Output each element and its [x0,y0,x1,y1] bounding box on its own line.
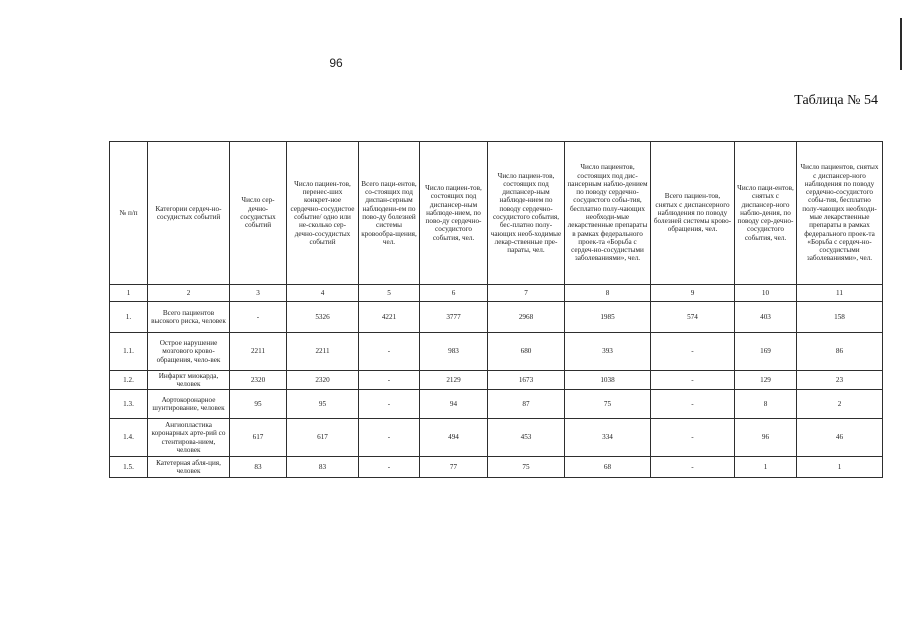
row-category: Аортокоронарное шунтирование, человек [148,390,230,419]
table-cell: 3777 [420,302,488,333]
table-cell: 75 [488,457,565,478]
column-number: 2 [148,285,230,302]
table-row [110,419,883,457]
table-cell: 2129 [420,371,488,390]
header-cell-events: Число сер-дечно-сосудистых событий [230,142,287,285]
statistics-table [109,141,883,478]
table-cell: 2211 [287,333,359,371]
table-cell: 1 [735,457,797,478]
column-number: 8 [565,285,651,302]
table-cell: 83 [287,457,359,478]
row-number: 1.3. [110,390,148,419]
table-cell: 129 [735,371,797,390]
table-cell: - [651,390,735,419]
header-cell-total-dispensary-patients: Всего паци-ентов, со-стоящих под диспан-серным наблюдени-ем по пово-ду болезней системы кровообра-щения, чел. [359,142,420,285]
header-cell-number: № п/п [110,142,148,285]
table-cell: 2320 [230,371,287,390]
header-cell-free-drugs-patients: Число пациен-тов, состоящих под диспансер-ным наблюде-нием по поводу сердечно-сосудистого события, бес-платно полу-чающих необ-ходимые лекар-ственные пре-параты, чел. [488,142,565,285]
table-cell: 403 [735,302,797,333]
table-cell: - [651,333,735,371]
column-number: 7 [488,285,565,302]
table-cell: 334 [565,419,651,457]
table-cell: 1673 [488,371,565,390]
table-cell: 1 [797,457,883,478]
table-cell: 2 [797,390,883,419]
table-cell: 83 [230,457,287,478]
table-cell: 983 [420,333,488,371]
page-number: 96 [329,56,343,70]
table-cell: 8 [735,390,797,419]
scan-edge-mark [900,18,902,70]
row-number: 1.4. [110,419,148,457]
table-cell: 95 [287,390,359,419]
table-cell: 2211 [230,333,287,371]
table-cell: 158 [797,302,883,333]
table-cell: 393 [565,333,651,371]
column-number: 9 [651,285,735,302]
table-cell: 1038 [565,371,651,390]
table-row [110,302,883,333]
table-cell: 680 [488,333,565,371]
table-row [110,371,883,390]
row-category: Ангиопластика коронарных арте-рий со стентирова-нием, человек [148,419,230,457]
column-number: 6 [420,285,488,302]
row-number: 1.2. [110,371,148,390]
header-cell-federal-project-patients: Число пациентов, состоящих под дис-пансерным наблю-дением по поводу сердечно-сосудистого собы-тия, бесплатно полу-чающих необходи-мые лекарственные препараты в рамках федерального проек-та «Борьба с сердеч-но-сосудистыми заболеваниями», чел. [565,142,651,285]
table-cell: 169 [735,333,797,371]
table-cell: 94 [420,390,488,419]
column-number: 3 [230,285,287,302]
table-cell: 95 [230,390,287,419]
table-cell: - [651,419,735,457]
table-cell: 23 [797,371,883,390]
table-cell: - [230,302,287,333]
table-cell: - [359,390,420,419]
header-cell-total-removed-patients: Всего пациен-тов, снятых с диспансерного наблюдения по поводу болезней системы крово-обращения, чел. [651,142,735,285]
table-row [110,390,883,419]
table-cell: 574 [651,302,735,333]
table-cell: 77 [420,457,488,478]
table-cell: - [651,371,735,390]
table-cell: - [359,457,420,478]
column-number-row [110,285,883,302]
table-cell: 75 [565,390,651,419]
table-cell: 1985 [565,302,651,333]
table-cell: 453 [488,419,565,457]
table-cell: - [359,371,420,390]
column-number: 10 [735,285,797,302]
table-cell: 68 [565,457,651,478]
header-cell-removed-cv-patients: Число паци-ентов, снятых с диспансер-ного наблю-дения, по поводу сер-дечно-сосудистого события, чел. [735,142,797,285]
header-cell-removed-federal-project-patients: Число пациентов, снятых с диспансер-ного наблюдения по поводу сердечно-сосудистого собы-тия, бесплатно полу-чающих необходи-мые лекарственные препараты в рамках федерального проек-та «Борьба с сердеч-но-сосудистыми заболеваниями», чел. [797,142,883,285]
table-caption: Таблица № 54 [794,93,878,108]
table-row [110,333,883,371]
table-cell: 5326 [287,302,359,333]
table-cell: - [359,333,420,371]
column-number: 4 [287,285,359,302]
row-category: Острое нарушение мозгового крово-обращения, чело-век [148,333,230,371]
header-cell-category: Категории сердеч-но-сосудистых событий [148,142,230,285]
column-number: 5 [359,285,420,302]
row-number: 1.5. [110,457,148,478]
table-cell: - [359,419,420,457]
column-number: 1 [110,285,148,302]
table-cell: 2320 [287,371,359,390]
table-cell: 494 [420,419,488,457]
table-header-row [110,142,883,285]
table-cell: 87 [488,390,565,419]
table-cell: 86 [797,333,883,371]
row-number: 1. [110,302,148,333]
table-cell: 2968 [488,302,565,333]
row-category: Катетерная абля-ция, человек [148,457,230,478]
table-cell: 617 [230,419,287,457]
column-number: 11 [797,285,883,302]
row-category: Инфаркт миокарда, человек [148,371,230,390]
table-cell: 617 [287,419,359,457]
table-cell: - [651,457,735,478]
header-cell-patients-with-events: Число пациен-тов, перенес-ших конкрет-ное сердечно-сосудистое событие/ одно или не-сколько сер-дечно-сосудистых событий [287,142,359,285]
table-cell: 46 [797,419,883,457]
table-cell: 4221 [359,302,420,333]
table-row [110,457,883,478]
row-number: 1.1. [110,333,148,371]
header-cell-dispensary-cv-patients: Число пациен-тов, состоящих под диспансер-ным наблюде-нием, по пово-ду сердечно-сосудистого события, чел. [420,142,488,285]
table-cell: 96 [735,419,797,457]
row-category: Всего пациентов высокого риска, человек [148,302,230,333]
